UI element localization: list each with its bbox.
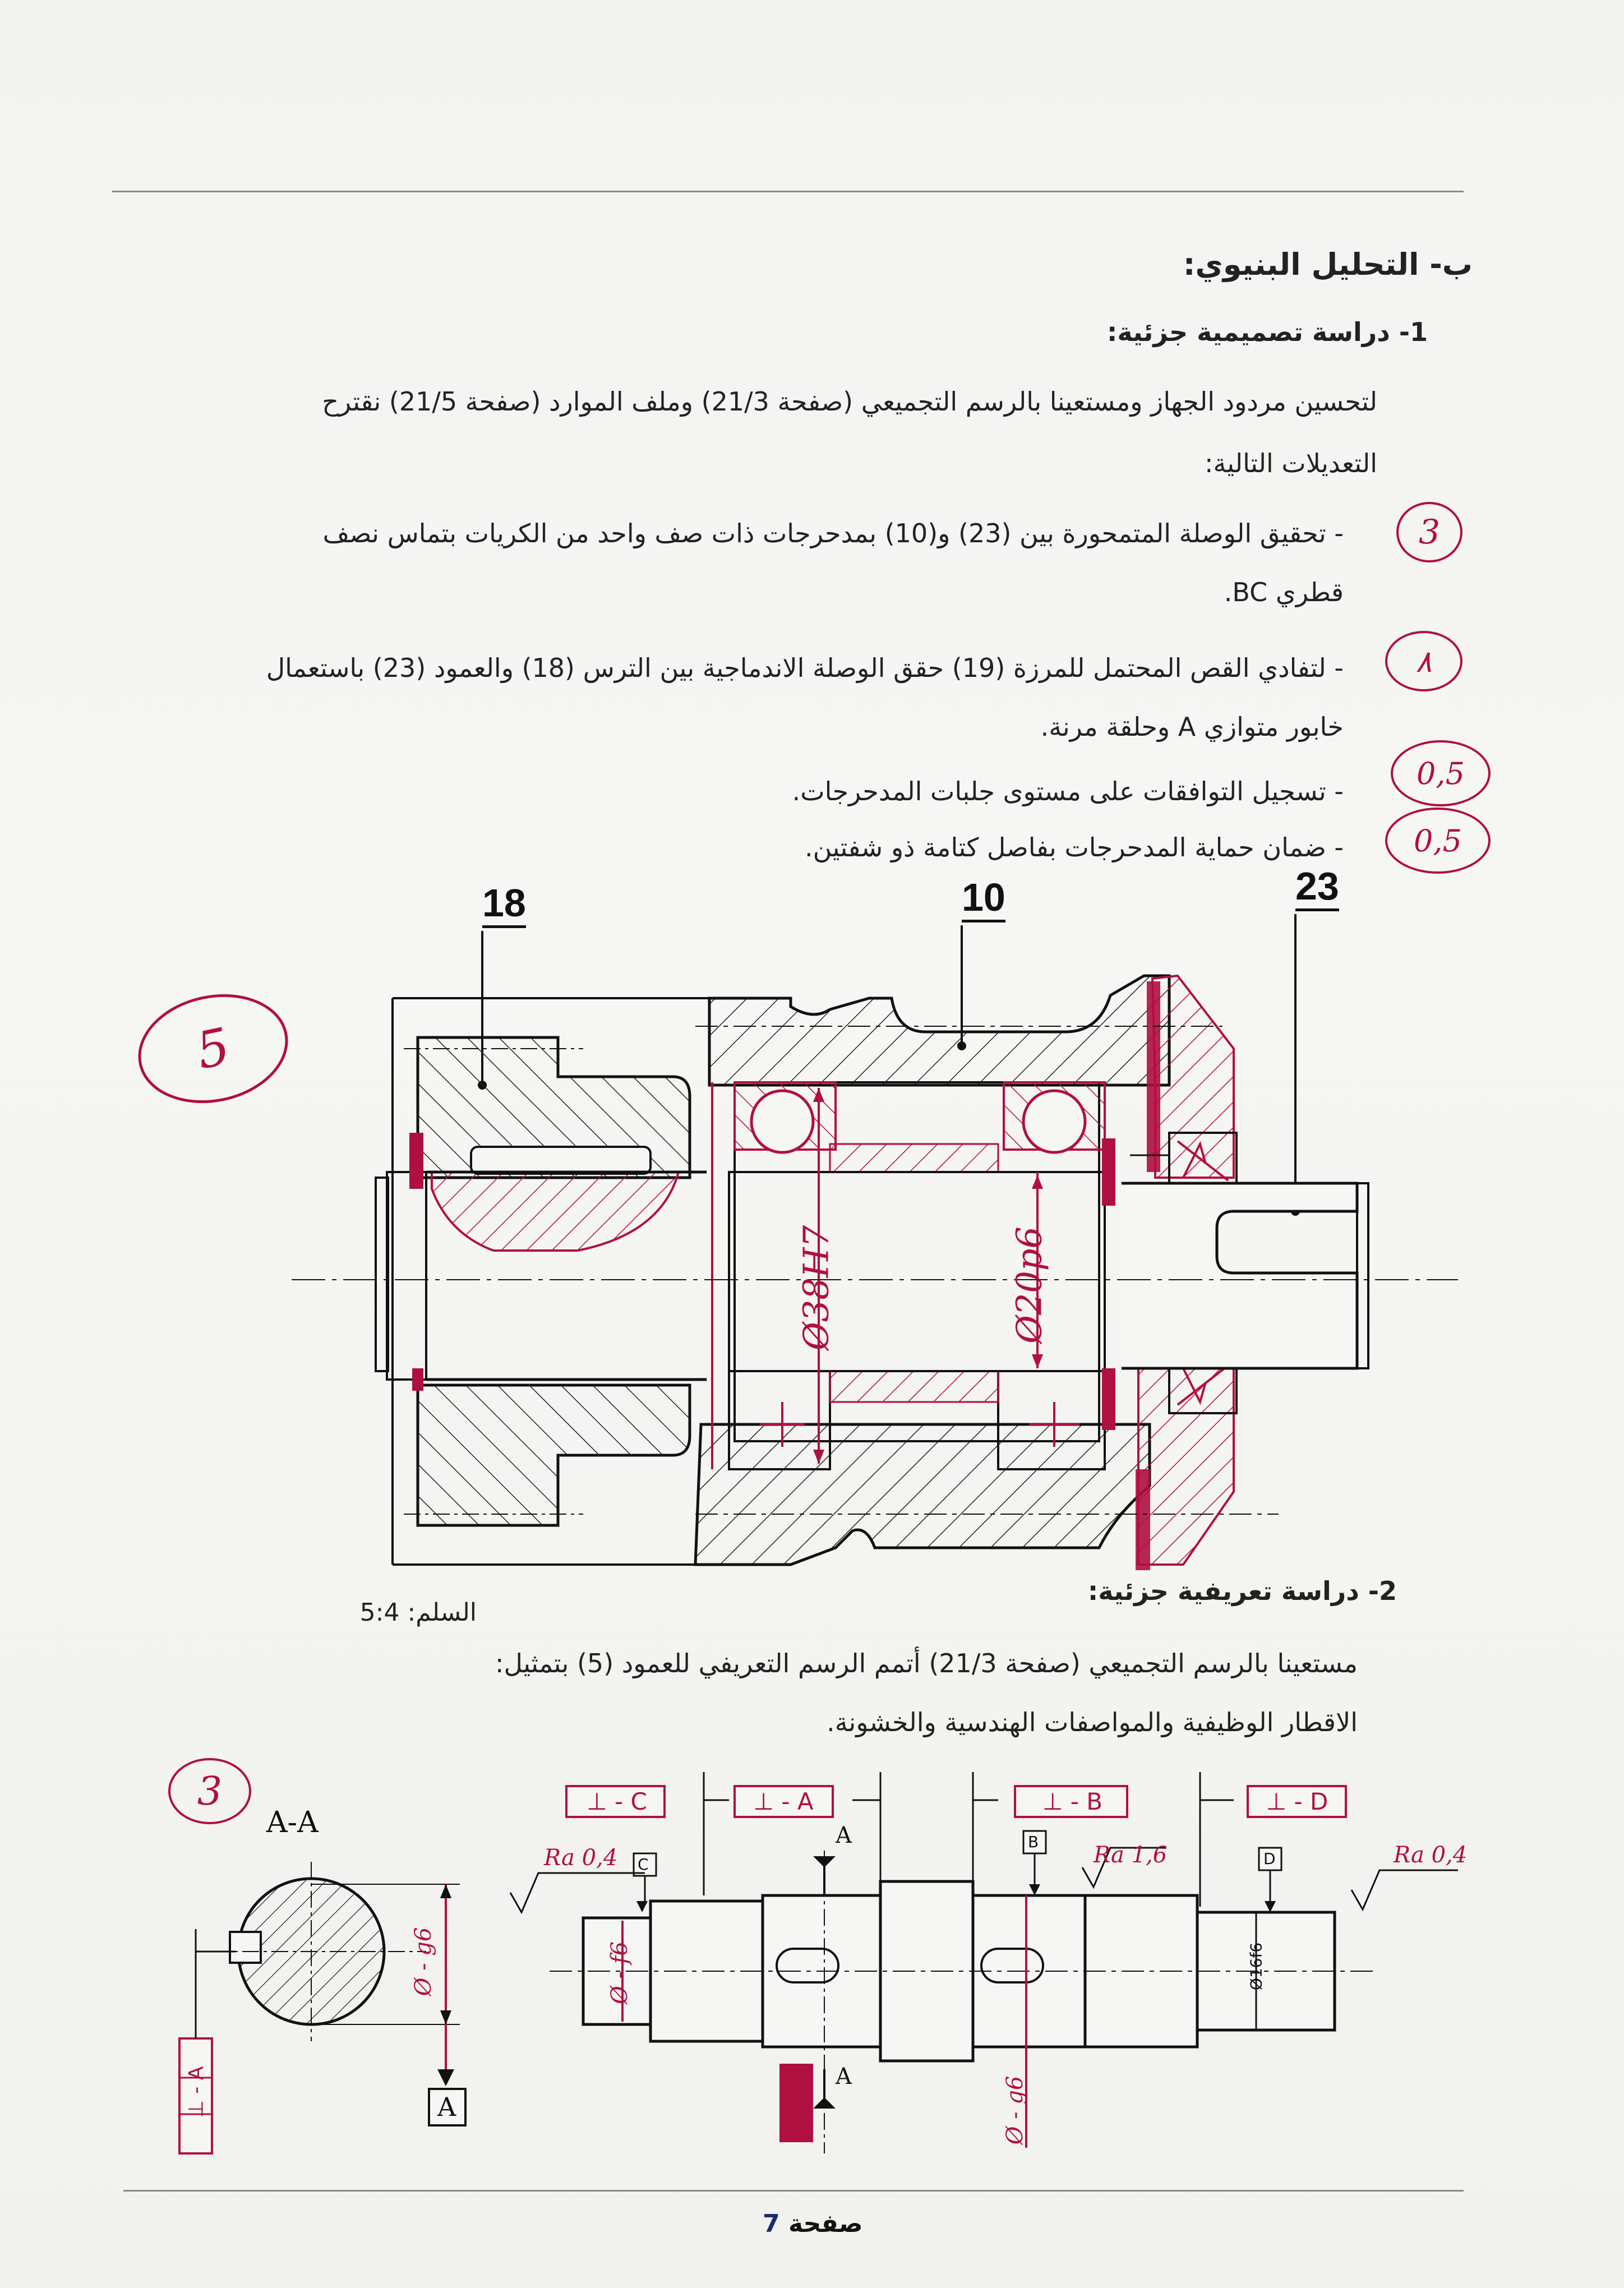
datum-c: C [638,1855,649,1874]
tolerance-frame-2: ⊥ - A [753,1788,814,1815]
item-2-line2: خابور متوازي A وحلقة مرنة. [1040,712,1344,742]
page-number: 7 [763,2209,780,2238]
roughness-1: Ra 0,4 [544,1845,618,1871]
datum-d: D [1263,1849,1276,1868]
page-footer-label: صفحة [788,2209,863,2238]
diameter-label-1: Ø - f6 [607,1941,633,2004]
datum-b: B [1028,1833,1039,1851]
tolerance-frame-3: ⊥ - B [1042,1788,1103,1815]
scale-label: السلم: 5:4 [359,1598,477,1627]
tolerance-frame-4: ⊥ - D [1266,1788,1328,1815]
part1-intro-line1: لتحسين مردود الجهاز ومستعينا بالرسم التجميعي (صفحة 21/3) وملف الموارد (صفحة 21/5) نقترح [322,386,1377,417]
grade-item-2: ٨ [1385,631,1462,691]
section-title: ب- التحليل البنيوي: [1183,247,1473,282]
diameter-label-2: Ø - g6 [410,1927,436,1996]
part-label-18: 18 [482,880,526,928]
tolerance-frame-1: ⊥ - C [587,1788,647,1815]
roughness-3: Ra 0,4 [1394,1842,1468,1868]
section-mark-a: A [437,2092,456,2122]
section-arrow-label-top: A [836,1823,852,1848]
section-label-aa: A-A [266,1806,319,1839]
grade-part2: 3 [168,1758,251,1824]
item-3-line1: - تسجيل التوافقات على مستوى جلبات المدحرجات. [792,776,1344,806]
grade-item-1: 3 [1396,502,1462,562]
grade-item-4: 0,5 [1385,808,1491,874]
item-1-line2: قطري BC. [1224,577,1344,607]
part1-intro-line2: التعديلات التالية: [1205,448,1377,478]
item-4-line1: - ضمان حماية المدحرجات بفاصل كتامة ذو شفتين. [804,832,1344,862]
section-arrow-label-bottom: A [836,2064,852,2089]
grade-item-3: 0,5 [1391,740,1491,806]
diameter-label-4: Ø - g6 [1002,2075,1028,2145]
part-label-23: 23 [1295,864,1339,911]
fit-label-20p6: Ø20p6 [1008,1226,1050,1344]
part2-heading: 2- دراسة تعريفية جزئية: [1087,1576,1397,1606]
part1-heading: 1- دراسة تصميمية جزئية: [1107,317,1428,347]
part2-line2: الاقطار الوظيفية والمواصفات الهندسية والخشونة. [827,1707,1358,1737]
item-2-line1: - لتفادي القص المحتمل للمرزة (19) حقق الوصلة الاندماجية بين الترس (18) والعمود (23) باستعمال [266,653,1344,683]
part2-line1: مستعينا بالرسم التجميعي (صفحة 21/3) أتمم الرسم التعريفي للعمود (5) بتمثيل: [495,1648,1358,1678]
fit-label-38H7: Ø38H7 [795,1225,837,1351]
part-label-10: 10 [962,875,1005,922]
grade-drawing: 5 [128,981,298,1117]
page-footer [763,2209,863,2238]
diameter-label-3: Ø16f6 [1247,1942,1266,1991]
item-1-line1: - تحقيق الوصلة المتمحورة بين (23) و(10) بمدحرجات ذات صف واحد من الكريات بتماس نصف [322,518,1344,548]
roughness-2: Ra 1,6 [1094,1842,1168,1868]
side-frame-label: ⊥ - A [184,2066,208,2118]
